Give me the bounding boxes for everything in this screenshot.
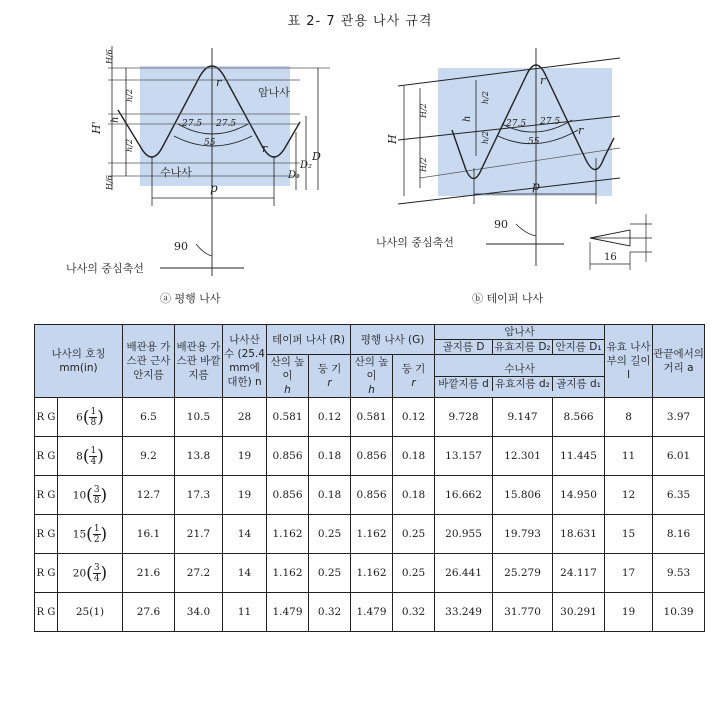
header-threads: 나사산 수 (25.4 mm에 대한) n [223,325,267,398]
header-height-taper: 산의 높이 h [267,355,309,398]
length-cell: 8 [605,398,653,437]
h-label-a: h [110,116,121,123]
designation-cell [35,593,123,632]
taper-height-cell: 0.581 [267,398,309,437]
parallel-height-cell: 0.856 [351,476,393,515]
rg-marker: R G [35,515,58,553]
taper-height-cell: 1.479 [267,593,309,632]
angle-half-right-b: 27.5 [540,117,561,127]
minor-diameter-cell: 18.631 [553,515,605,554]
H-sixth-bottom-a: H/6 [105,175,114,190]
header-pitch-d2: 유효지름 d₂ [493,377,553,391]
h-half-upper-b: h/2 [481,91,490,104]
distance-cell: 10.39 [653,593,705,632]
distance-cell: 8.16 [653,515,705,554]
pitch-diameter-cell: 12.301 [493,437,553,476]
taper-round-cell: 0.32 [309,593,351,632]
parallel-round-cell: 0.12 [393,398,435,437]
gas-inner-cell: 16.1 [123,515,175,554]
angle-half-left-b: 27.5 [506,119,527,129]
table-row [35,593,705,632]
parallel-height-cell: 0.856 [351,437,393,476]
gas-outer-cell: 27.2 [175,554,223,593]
rg-marker: R G [35,398,58,436]
gas-outer-cell: 10.5 [175,398,223,437]
female-thread-label-a: 암나사 [258,86,290,99]
H-half-lower-b: H/2 [419,157,428,172]
header-gas-outer: 배관용 가스관 바깥 지름 [175,325,223,398]
designation-cell [35,398,123,437]
header-parallel: 평행 나사 (G) [351,325,435,355]
gas-outer-cell: 34.0 [175,593,223,632]
size-value: 25(1) [75,606,105,618]
length-cell: 11 [605,437,653,476]
angle-90-a: 90 [174,240,188,253]
gas-outer-cell: 21.7 [175,515,223,554]
header-taper: 테이퍼 나사 (R) [267,325,351,355]
pitch-diameter-cell: 9.147 [493,398,553,437]
header-height-parallel: 산의 높이 h [351,355,393,398]
header-outer-d: 바깥지름 d [435,377,493,391]
gas-inner-cell: 21.6 [123,554,175,593]
taper-round-cell: 0.25 [309,515,351,554]
angle-half-left-a: 27.5 [182,119,203,129]
taper-length-16: 16 [604,252,617,263]
thread-profile-figure [0,28,720,318]
header-male-group: 수나사 바깥지름 d 유효지름 d₂ 골지름 d₁ [435,355,605,398]
parallel-height-cell: 1.162 [351,554,393,593]
H-sixth-top-a: H/6 [105,49,114,64]
size-value: 6( $\frac{1}{8}$ ) [76,406,104,428]
r-label-root-a: r [262,142,268,155]
h-half-lower-a: h/2 [125,139,134,152]
header-root-d1: 골지름 d₁ [556,377,601,390]
distance-cell: 3.97 [653,398,705,437]
length-cell: 17 [605,554,653,593]
gas-inner-cell: 6.5 [123,398,175,437]
parallel-height-cell: 1.162 [351,515,393,554]
distance-cell: 6.01 [653,437,705,476]
table-row [35,398,705,437]
h-half-lower-b: h/2 [481,131,490,144]
rg-marker: R G [35,476,58,514]
parallel-height-cell: 1.479 [351,593,393,632]
length-cell: 19 [605,593,653,632]
header-minor-D1: 안지름 D₁ [553,340,605,355]
pitch-diameter-cell: 15.806 [493,476,553,515]
caption-taper: ⓑ 테이퍼 나사 [472,292,544,305]
h-half-upper-a: h/2 [125,89,134,102]
threads-cell: 11 [223,593,267,632]
taper-thread-diagram [376,48,652,305]
central-axis-label-b: 나사의 중심축선 [376,236,454,249]
pitch-diameter-cell: 19.793 [493,515,553,554]
size-value: 15( $\frac{1}{2}$ ) [72,523,108,545]
major-diameter-cell: 20.955 [435,515,493,554]
taper-height-cell: 1.162 [267,554,309,593]
parallel-round-cell: 0.18 [393,437,435,476]
D-label-a: D [312,150,321,163]
threads-cell: 14 [223,554,267,593]
rg-marker: R G [35,554,58,592]
threads-cell: 19 [223,437,267,476]
major-diameter-cell: 9.728 [435,398,493,437]
parallel-round-cell: 0.25 [393,554,435,593]
designation-cell [35,437,123,476]
distance-cell: 9.53 [653,554,705,593]
length-cell: 15 [605,515,653,554]
rg-marker: R G [35,437,58,475]
gas-outer-cell: 13.8 [175,437,223,476]
header-round-parallel: 둥 기 r [393,355,435,398]
distance-cell: 6.35 [653,476,705,515]
major-diameter-cell: 13.157 [435,437,493,476]
central-axis-label-a: 나사의 중심축선 [66,262,144,275]
caption-parallel: ⓐ 평행 나사 [160,292,221,305]
header-length: 유효 나사 부의 길이 l [605,325,653,398]
minor-diameter-cell: 11.445 [553,437,605,476]
angle-full-b: 55 [528,137,540,147]
length-cell: 12 [605,476,653,515]
gas-outer-cell: 17.3 [175,476,223,515]
minor-diameter-cell: 14.950 [553,476,605,515]
minor-diameter-cell: 24.117 [553,554,605,593]
threads-cell: 14 [223,515,267,554]
pipe-thread-spec-table [34,324,705,632]
gas-inner-cell: 27.6 [123,593,175,632]
taper-round-cell: 0.12 [309,398,351,437]
rg-marker: R G [35,593,58,631]
minor-diameter-cell: 30.291 [553,593,605,632]
pitch-label-b: p [532,179,540,193]
D2-label-a: D₂ [300,160,313,171]
threads-cell: 19 [223,476,267,515]
threads-cell: 28 [223,398,267,437]
header-round-taper: 둥 기 r [309,355,351,398]
designation-cell [35,476,123,515]
table-row [35,515,705,554]
r-label-crest-b: r [540,74,546,87]
taper-height-cell: 1.162 [267,515,309,554]
header-major-D: 골지름 D [435,340,493,355]
Hprime-label: H' [90,121,103,134]
taper-height-cell: 0.856 [267,437,309,476]
gas-inner-cell: 9.2 [123,437,175,476]
parallel-thread-diagram [66,46,330,305]
parallel-round-cell: 0.18 [393,476,435,515]
major-diameter-cell: 33.249 [435,593,493,632]
h-label-b: h [462,115,473,122]
angle-90-b: 90 [494,218,508,231]
table-row [35,437,705,476]
major-diameter-cell: 16.662 [435,476,493,515]
size-value: 8( $\frac{1}{4}$ ) [76,445,104,467]
header-female: 암나사 [435,325,605,340]
header-distance: 관끝에서의 거리 a [653,325,705,398]
designation-cell [35,515,123,554]
angle-full-a: 55 [204,138,216,148]
minor-diameter-cell: 8.566 [553,398,605,437]
taper-round-cell: 0.18 [309,437,351,476]
parallel-round-cell: 0.32 [393,593,435,632]
header-gas-inner: 배관용 가스관 근사 안지름 [123,325,175,398]
size-value: 10( $\frac{3}{8}$ ) [72,484,108,506]
r-label-root-b: r [578,124,584,137]
H-label-b: H [386,134,399,144]
H-half-upper-b: H/2 [419,103,428,118]
taper-round-cell: 0.18 [309,476,351,515]
designation-cell [35,554,123,593]
page-title: 표 2- 7 관용 나사 규격 [287,14,433,29]
angle-half-right-a: 27.5 [216,119,237,129]
parallel-height-cell: 0.581 [351,398,393,437]
size-value: 20( $\frac{3}{4}$ ) [72,562,108,584]
table-row [35,476,705,515]
table-row [35,554,705,593]
gas-inner-cell: 12.7 [123,476,175,515]
taper-height-cell: 0.856 [267,476,309,515]
major-diameter-cell: 26.441 [435,554,493,593]
header-pitch-D2: 유효지름 D₂ [494,341,551,353]
header-designation: 나사의 호칭 mm(in) [35,325,123,398]
r-label-crest-a: r [216,76,222,89]
D1-label-a: D₁ [288,170,301,181]
taper-round-cell: 0.25 [309,554,351,593]
male-thread-label-a: 수나사 [160,166,192,179]
parallel-round-cell: 0.25 [393,515,435,554]
pitch-diameter-cell: 25.279 [493,554,553,593]
pitch-diameter-cell: 31.770 [493,593,553,632]
pitch-label-a: p [210,181,218,195]
